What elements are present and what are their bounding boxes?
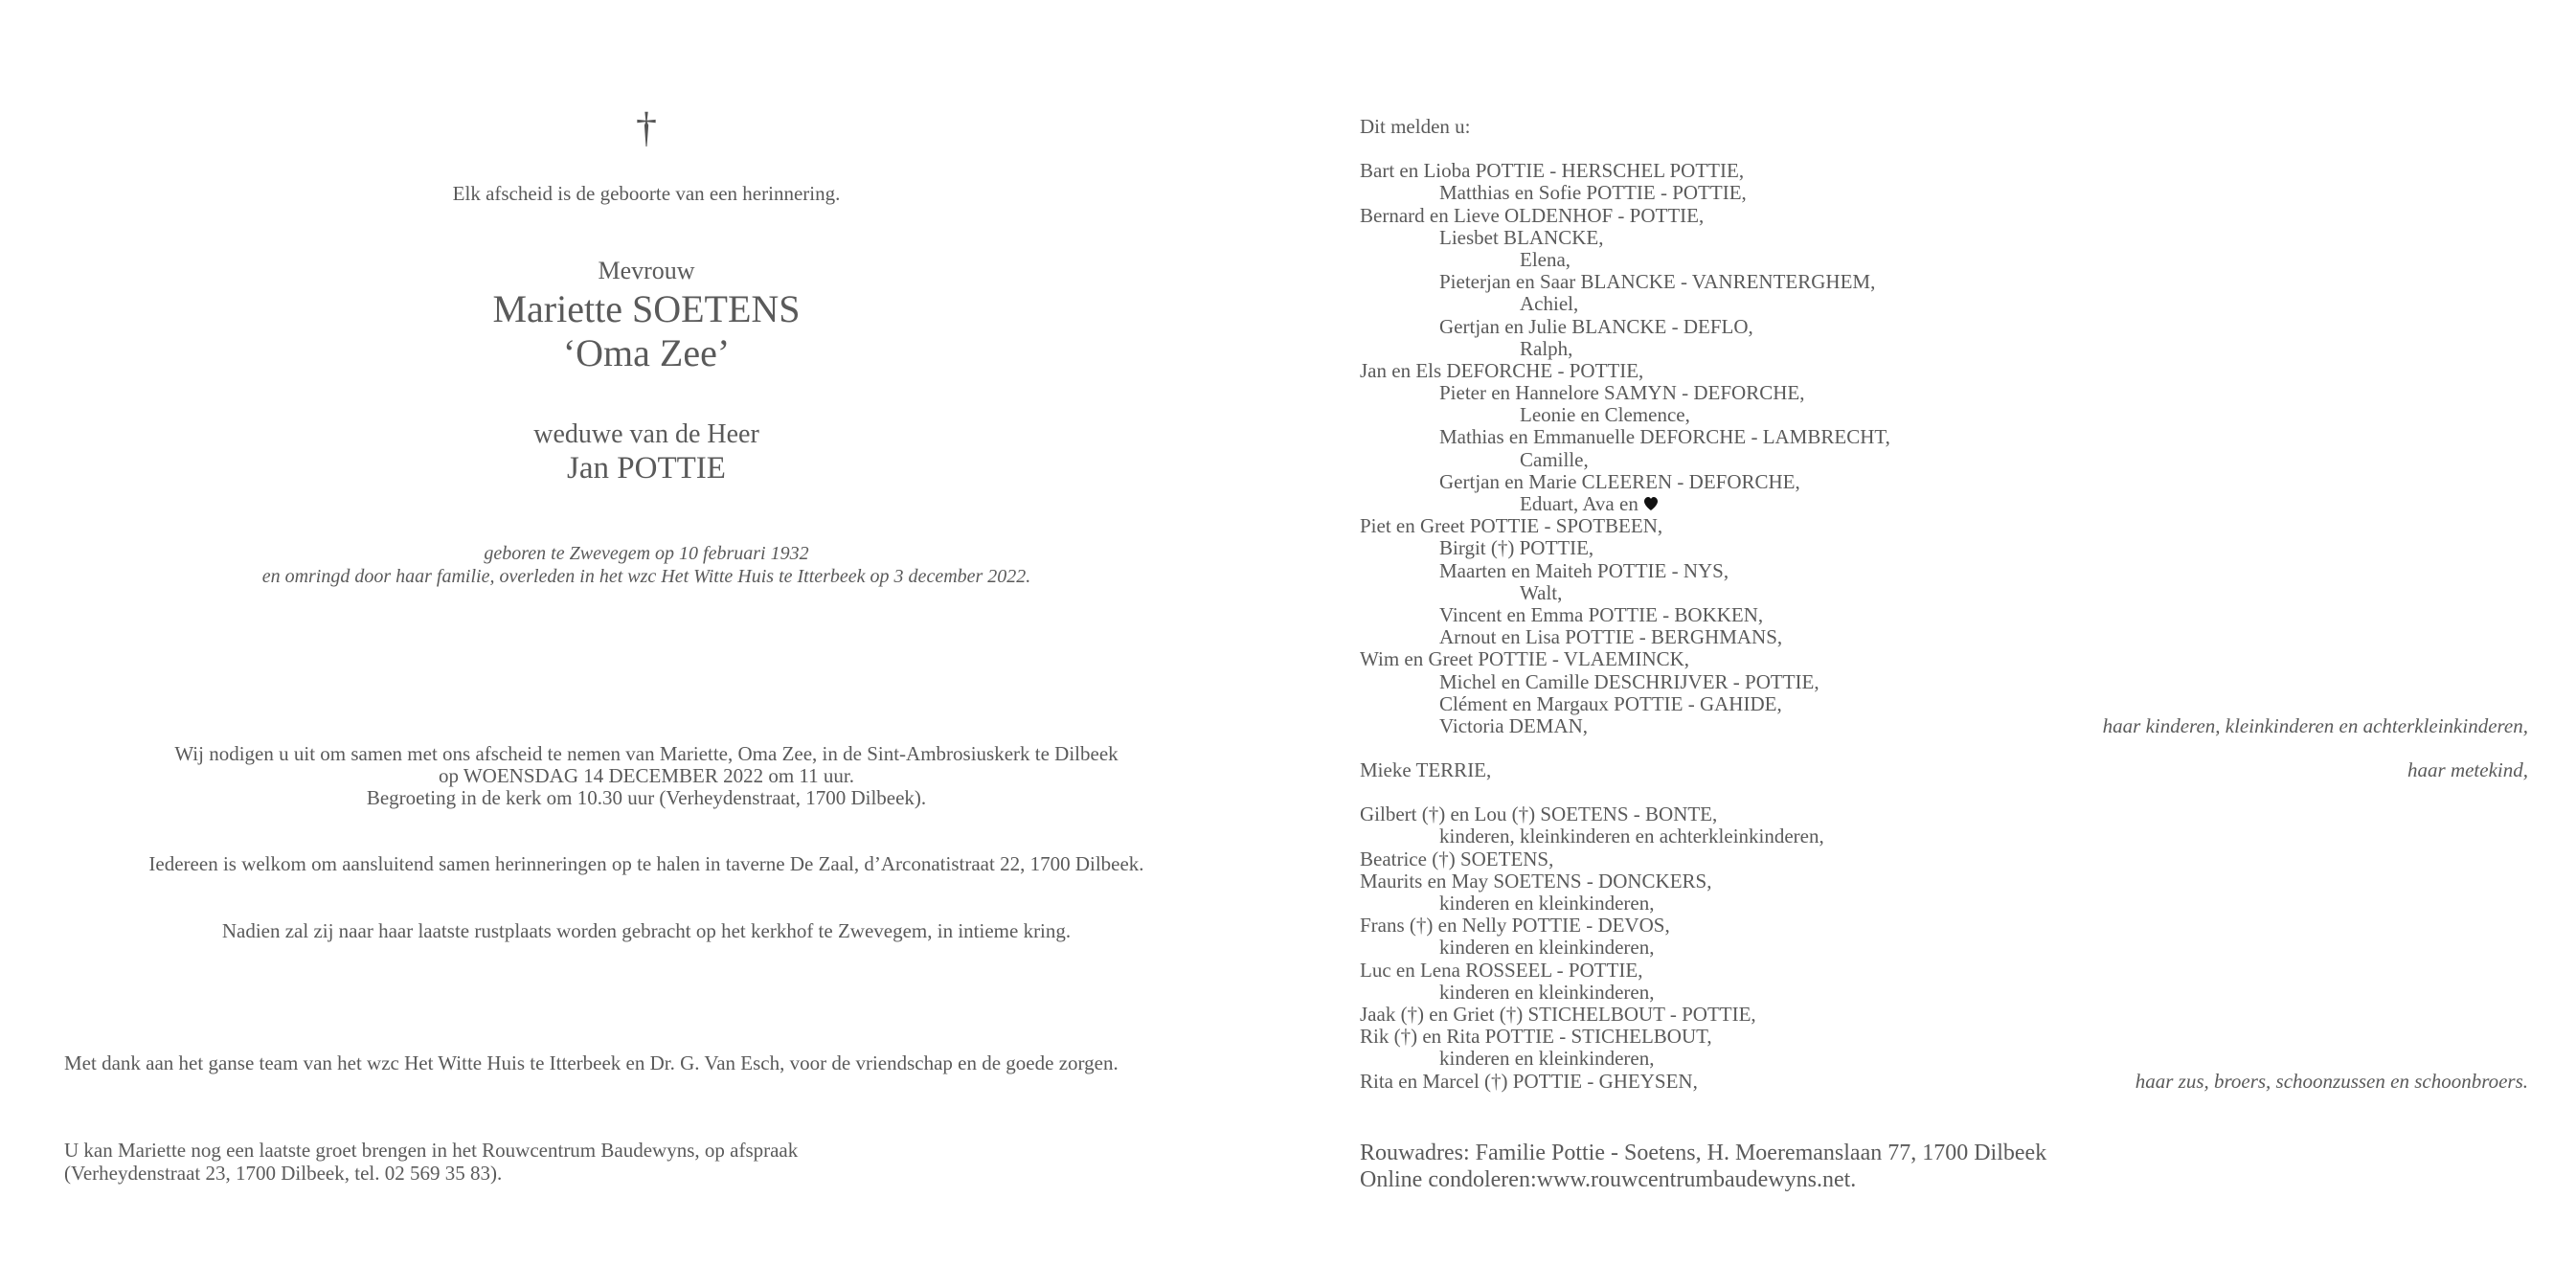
family-member xyxy=(1439,937,1655,959)
family-row xyxy=(1360,271,2528,293)
family-row xyxy=(1360,1071,2528,1093)
family-member-text: kinderen en kleinkinderen, xyxy=(1439,936,1655,960)
family-row xyxy=(1360,759,2528,781)
family-member xyxy=(1360,515,1662,537)
family-member xyxy=(1439,271,1875,293)
family-member-text: Vincent en Emma POTTIE - BOKKEN, xyxy=(1439,602,1764,626)
family-row xyxy=(1360,316,2528,338)
family-member xyxy=(1360,803,1717,825)
family-row xyxy=(1360,404,2528,426)
family-row xyxy=(1360,515,2528,537)
invitation-line-1: Wij nodigen u uit om samen met ons afscheid te nemen van Mariette, Oma Zee, in de Sint-Ambrosiuskerk te Dilbeek xyxy=(174,742,1119,765)
family-member xyxy=(1439,893,1655,915)
heart-icon xyxy=(1643,496,1659,511)
family-row xyxy=(1360,493,2528,515)
family-member xyxy=(1439,626,1782,648)
family-row xyxy=(1360,449,2528,471)
family-member-text: Clément en Margaux POTTIE - GAHIDE, xyxy=(1439,691,1782,715)
family-group-children xyxy=(1360,160,2528,737)
family-member xyxy=(1439,604,1763,626)
family-row xyxy=(1360,360,2528,382)
family-row xyxy=(1360,893,2528,915)
family-member-text: Wim en Greet POTTIE - VLAEMINCK, xyxy=(1360,647,1690,671)
family-member-text: Jan en Els DEFORCHE - POTTIE, xyxy=(1360,358,1644,382)
relation-note: haar kinderen, kleinkinderen en achterkleinkinderen, xyxy=(2102,713,2528,737)
family-member xyxy=(1439,426,1890,448)
family-member xyxy=(1360,960,1643,982)
thanks-text: Met dank aan het ganse team van het wzc Het Witte Huis te Itterbeek en Dr. G. Van Esch, voor de vriendschap en de goede zorgen. xyxy=(64,1051,1119,1074)
salutation: Mevrouw xyxy=(598,257,695,284)
family-member xyxy=(1439,382,1804,404)
family-member xyxy=(1360,1026,1712,1048)
family-member-text: Gertjan en Marie CLEEREN - DEFORCHE, xyxy=(1439,469,1800,493)
relation-note: haar zus, broers, schoonzussen en schoonbroers. xyxy=(2135,1069,2528,1093)
family-member xyxy=(1360,915,1670,937)
family-row xyxy=(1360,227,2528,249)
family-member xyxy=(1439,982,1655,1004)
family-row xyxy=(1360,382,2528,404)
family-row xyxy=(1360,560,2528,582)
intro-text: Dit melden u: xyxy=(1360,115,1471,138)
family-member-text: Maarten en Maiteh POTTIE - NYS, xyxy=(1439,558,1729,582)
family-row xyxy=(1360,960,2528,982)
family-member-text: Walt, xyxy=(1520,580,1563,604)
deceased-name: Mariette SOETENS xyxy=(492,287,801,330)
family-row xyxy=(1360,626,2528,648)
family-member-text: Victoria DEMAN, xyxy=(1439,713,1589,737)
family-member-text: Gertjan en Julie BLANCKE - DEFLO, xyxy=(1439,314,1753,338)
family-member-text: Luc en Lena ROSSEEL - POTTIE, xyxy=(1360,958,1643,982)
family-row xyxy=(1360,205,2528,227)
family-list xyxy=(1360,116,2528,1093)
family-member xyxy=(1360,205,1704,227)
family-member xyxy=(1439,715,1588,737)
family-member-text: Maurits en May SOETENS - DONCKERS, xyxy=(1360,869,1712,893)
family-row xyxy=(1360,825,2528,847)
family-member-text: Bernard en Lieve OLDENHOF - POTTIE, xyxy=(1360,203,1705,227)
family-member-text: Bart en Lioba POTTIE - HERSCHEL POTTIE, xyxy=(1360,159,1745,183)
family-row xyxy=(1360,693,2528,715)
family-row xyxy=(1360,604,2528,626)
family-member-text: Gilbert (†) en Lou (†) SOETENS - BONTE, xyxy=(1360,802,1718,826)
family-member xyxy=(1360,870,1712,893)
family-member-text: Birgit (†) POTTIE, xyxy=(1439,536,1594,560)
cross-symbol: † xyxy=(636,104,657,151)
family-member xyxy=(1439,693,1782,715)
family-member xyxy=(1520,493,1659,515)
family-row xyxy=(1360,426,2528,448)
family-member xyxy=(1360,759,1491,781)
family-row xyxy=(1360,803,2528,825)
family-member-text: Achiel, xyxy=(1520,292,1579,316)
family-member xyxy=(1520,249,1570,271)
family-row xyxy=(1360,249,2528,271)
family-member xyxy=(1520,293,1578,315)
widow-line: weduwe van de Heer xyxy=(533,419,759,449)
family-row xyxy=(1360,671,2528,693)
family-member xyxy=(1439,537,1593,559)
family-row xyxy=(1360,937,2528,959)
family-row xyxy=(1360,160,2528,182)
visit-line-2: (Verheydenstraat 23, 1700 Dilbeek, tel. 02 569 35 83). xyxy=(64,1162,503,1185)
welcome-text: Iedereen is welkom om aansluitend samen herinneringen op te halen in taverne De Zaal, d’Arconatistraat 22, 1700 Dilbeek. xyxy=(148,852,1144,875)
family-member xyxy=(1360,1004,1756,1026)
family-member-text: Liesbet BLANCKE, xyxy=(1439,225,1604,249)
family-member xyxy=(1439,182,1747,204)
family-row xyxy=(1360,648,2528,670)
family-member xyxy=(1360,648,1689,670)
family-member-text: Rita en Marcel (†) POTTIE - GHEYSEN, xyxy=(1360,1069,1698,1093)
visit-line-1: U kan Mariette nog een laatste groet brengen in het Rouwcentrum Baudewyns, op afspraak xyxy=(64,1139,799,1162)
invitation-line-3: Begroeting in de kerk om 10.30 uur (Verheydenstraat, 1700 Dilbeek). xyxy=(366,786,927,809)
family-member xyxy=(1439,560,1729,582)
family-member xyxy=(1360,160,1744,182)
death-line: en omringd door haar familie, overleden in het wzc Het Witte Huis te Itterbeek op 3 december 2022. xyxy=(261,566,1031,587)
family-row xyxy=(1360,848,2528,870)
family-row xyxy=(1360,338,2528,360)
family-member xyxy=(1520,404,1690,426)
family-row xyxy=(1360,582,2528,604)
family-member xyxy=(1360,848,1553,870)
family-member-text: Arnout en Lisa POTTIE - BERGHMANS, xyxy=(1439,625,1783,649)
family-row xyxy=(1360,293,2528,315)
relation-note: haar metekind, xyxy=(2407,758,2528,782)
family-member-text: Elena, xyxy=(1520,247,1571,271)
family-member xyxy=(1439,825,1824,847)
family-member xyxy=(1439,1048,1655,1070)
family-member xyxy=(1360,360,1643,382)
family-row xyxy=(1360,1048,2528,1070)
family-member-text: kinderen en kleinkinderen, xyxy=(1439,1047,1655,1071)
burial-text: Nadien zal zij naar haar laatste rustplaats worden gebracht op het kerkhof te Zwevegem, in intieme kring. xyxy=(221,919,1072,942)
family-member-text: Eduart, Ava en xyxy=(1520,492,1638,515)
family-row xyxy=(1360,915,2528,937)
family-member-text: kinderen en kleinkinderen, xyxy=(1439,892,1655,915)
family-member-text: Pieterjan en Saar BLANCKE - VANRENTERGHEM, xyxy=(1439,270,1876,294)
family-member xyxy=(1439,671,1819,693)
family-row xyxy=(1360,537,2528,559)
family-member-text: Michel en Camille DESCHRIJVER - POTTIE, xyxy=(1439,669,1819,693)
invitation-line-2: op WOENSDAG 14 DECEMBER 2022 om 11 uur. xyxy=(438,764,854,787)
nickname: ‘Oma Zee’ xyxy=(562,331,731,374)
family-member-text: kinderen, kleinkinderen en achterkleinkinderen, xyxy=(1439,825,1824,848)
spouse-name: Jan POTTIE xyxy=(567,451,726,486)
family-member-text: Matthias en Sofie POTTIE - POTTIE, xyxy=(1439,181,1747,205)
family-member-text: Frans (†) en Nelly POTTIE - DEVOS, xyxy=(1360,914,1670,938)
family-row xyxy=(1360,870,2528,893)
family-row xyxy=(1360,982,2528,1004)
family-member xyxy=(1360,1071,1698,1093)
family-member-text: kinderen en kleinkinderen, xyxy=(1439,980,1655,1004)
motto: Elk afscheid is de geboorte van een herinnering. xyxy=(452,182,841,205)
family-member xyxy=(1439,227,1603,249)
family-row xyxy=(1360,1026,2528,1048)
birth-line: geboren te Zwevegem op 10 februari 1932 xyxy=(484,543,809,564)
family-row xyxy=(1360,1004,2528,1026)
family-group-godchild xyxy=(1360,759,2528,781)
family-member-text: Leonie en Clemence, xyxy=(1520,403,1690,427)
family-member xyxy=(1439,316,1753,338)
family-member xyxy=(1520,338,1572,360)
family-member-text: Jaak (†) en Griet (†) STICHELBOUT - POTTIE, xyxy=(1360,1002,1756,1026)
family-member-text: Beatrice (†) SOETENS, xyxy=(1360,847,1554,870)
family-member-text: Mieke TERRIE, xyxy=(1360,758,1492,782)
intro-row xyxy=(1360,116,2528,138)
family-member-text: Mathias en Emmanuelle DEFORCHE - LAMBRECHT, xyxy=(1439,425,1890,449)
family-member-text: Pieter en Hannelore SAMYN - DEFORCHE, xyxy=(1439,381,1805,405)
family-member-text: Ralph, xyxy=(1520,336,1573,360)
family-member-text: Piet en Greet POTTIE - SPOTBEEN, xyxy=(1360,514,1663,538)
online-condolences: Online condoleren:www.rouwcentrumbaudewyns.net. xyxy=(1360,1167,1857,1192)
family-member xyxy=(1520,449,1589,471)
family-row xyxy=(1360,715,2528,737)
family-member-text: Camille, xyxy=(1520,447,1589,471)
mourning-address: Rouwadres: Familie Pottie - Soetens, H. Moeremanslaan 77, 1700 Dilbeek xyxy=(1360,1141,2047,1165)
family-member xyxy=(1439,471,1800,493)
family-row xyxy=(1360,471,2528,493)
family-member xyxy=(1520,582,1562,604)
family-row xyxy=(1360,182,2528,204)
family-group-siblings xyxy=(1360,803,2528,1092)
family-member-text: Rik (†) en Rita POTTIE - STICHELBOUT, xyxy=(1360,1025,1712,1049)
